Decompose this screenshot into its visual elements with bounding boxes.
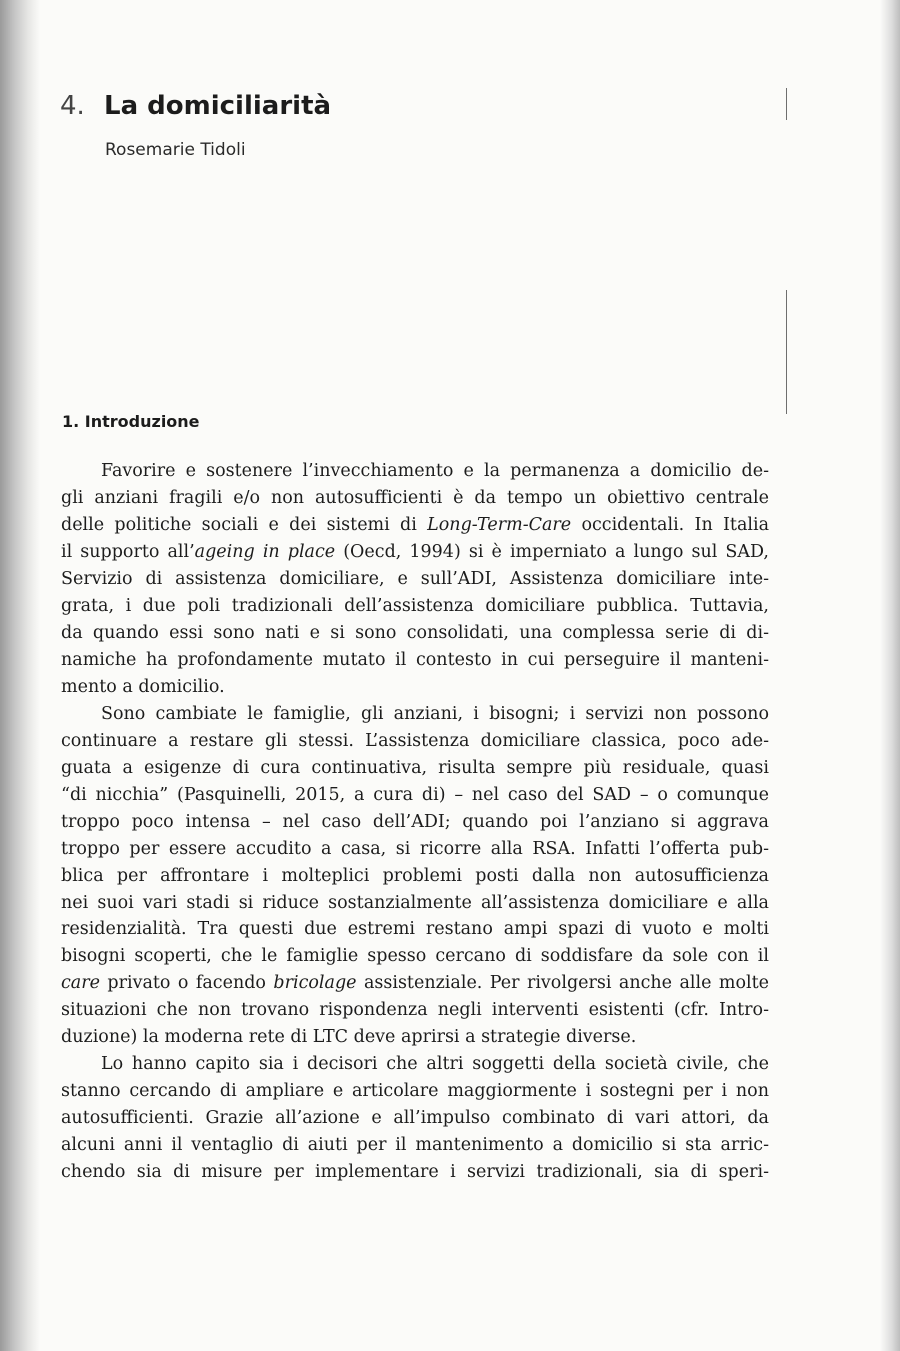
text-line bbox=[61, 1024, 769, 1051]
text-line bbox=[61, 512, 769, 539]
text-run: situazioni che non trovano rispondenza negli interventi esistenti (cfr. Intro- bbox=[61, 1000, 769, 1021]
text-run: troppo per essere accudito a casa, si ricorre alla RSA. Infatti l’offerta pub- bbox=[61, 838, 769, 859]
italic-term: ageing in place bbox=[194, 541, 336, 562]
text-line bbox=[61, 916, 769, 943]
section-heading: 1. Introduzione bbox=[62, 412, 200, 431]
text-line bbox=[61, 997, 769, 1024]
text-run: “di nicchia” (Pasquinelli, 2015, a cura di) – nel caso del SAD – o comunque bbox=[61, 784, 769, 805]
chapter-title: La domiciliarità bbox=[104, 91, 332, 121]
text-line bbox=[61, 1132, 769, 1159]
text-line bbox=[61, 755, 769, 782]
text-line bbox=[61, 593, 769, 620]
text-run: il supporto all’ bbox=[61, 541, 195, 562]
text-line bbox=[61, 863, 769, 890]
text-line bbox=[61, 1078, 769, 1105]
text-line bbox=[61, 1159, 769, 1186]
text-run: guata a esigenze di cura continuativa, risulta sempre più residuale, quasi bbox=[61, 757, 769, 778]
text-line bbox=[61, 539, 769, 566]
text-run: Favorire e sostenere l’invecchiamento e la permanenza a domicilio de- bbox=[101, 461, 769, 481]
text-run: duzione) la moderna rete di LTC deve aprirsi a strategie diverse. bbox=[61, 1027, 637, 1048]
text-line bbox=[61, 458, 769, 485]
text-run: chendo sia di misure per implementare i servizi tradizionali, sia di speri- bbox=[61, 1162, 769, 1183]
text-run: Lo hanno capito sia i decisori che altri soggetti della società civile, che bbox=[101, 1054, 769, 1075]
text-run: namiche ha profondamente mutato il contesto in cui perseguire il manteni- bbox=[61, 649, 769, 670]
text-run: stanno cercando di ampliare e articolare maggiormente i sostegni per i non bbox=[61, 1081, 769, 1102]
margin-rule-lower bbox=[786, 290, 787, 414]
text-line bbox=[61, 943, 769, 970]
text-run: continuare a restare gli stessi. L’assistenza domiciliare classica, poco ade- bbox=[61, 730, 769, 751]
text-line bbox=[61, 728, 769, 755]
scan-spine-shadow bbox=[0, 0, 40, 1351]
text-run: troppo poco intensa – nel caso dell’ADI; quando poi l’anziano si aggrava bbox=[61, 811, 769, 832]
text-line bbox=[61, 485, 769, 512]
text-run: mento a domicilio. bbox=[61, 676, 225, 697]
text-line bbox=[61, 566, 769, 593]
text-run: alcuni anni il ventaglio di aiuti per il mantenimento a domicilio si sta arric- bbox=[61, 1135, 769, 1156]
text-line bbox=[61, 620, 769, 647]
text-run: gli anziani fragili e/o non autosufficienti è da tempo un obiettivo centrale bbox=[61, 487, 769, 508]
text-line bbox=[61, 1051, 769, 1078]
text-run: da quando essi sono nati e si sono consolidati, una complessa serie di di- bbox=[61, 622, 769, 643]
chapter-author: Rosemarie Tidoli bbox=[105, 140, 246, 160]
text-line bbox=[61, 836, 769, 863]
text-line bbox=[61, 809, 769, 836]
text-run: (Oecd, 1994) si è imperniato a lungo sul SAD, bbox=[335, 541, 769, 562]
text-run: residenzialità. Tra questi due estremi restano ampi spazi di vuoto e molti bbox=[61, 919, 769, 940]
chapter-heading bbox=[60, 88, 331, 124]
text-line bbox=[61, 701, 769, 728]
text-run: grata, i due poli tradizionali dell’assistenza domiciliare pubblica. Tuttavia, bbox=[61, 595, 769, 616]
text-run: bisogni scoperti, che le famiglie spesso cercano di soddisfare da sole con il bbox=[61, 946, 769, 967]
text-run: nei suoi vari stadi si riduce sostanzialmente all’assistenza domiciliare e alla bbox=[61, 892, 769, 913]
text-run: blica per affrontare i molteplici problemi posti dalla non autosufficienza bbox=[61, 865, 769, 886]
text-line bbox=[61, 970, 769, 997]
italic-term: care bbox=[61, 973, 100, 994]
text-line bbox=[61, 1105, 769, 1132]
text-run: Servizio di assistenza domiciliare, e sull’ADI, Assistenza domiciliare inte- bbox=[61, 568, 769, 589]
text-run: Sono cambiate le famiglie, gli anziani, i bisogni; i servizi non possono bbox=[101, 703, 769, 724]
body-text bbox=[61, 458, 769, 1186]
text-run: privato o facendo bbox=[99, 973, 274, 994]
text-run: autosufficienti. Grazie all’azione e all’impulso combinato di vari attori, da bbox=[61, 1108, 769, 1129]
margin-rule-upper bbox=[786, 88, 787, 120]
text-run: delle politiche sociali e dei sistemi di bbox=[61, 514, 428, 535]
text-run: occidentali. In Italia bbox=[571, 514, 770, 535]
text-line bbox=[61, 890, 769, 917]
text-run: assistenziale. Per rivolgersi anche alle molte bbox=[356, 973, 770, 994]
italic-term: Long-Term-Care bbox=[427, 514, 572, 535]
chapter-number: 4. bbox=[60, 91, 85, 121]
text-line bbox=[61, 674, 769, 701]
text-line bbox=[61, 782, 769, 809]
text-line bbox=[61, 647, 769, 674]
scan-page-edge bbox=[880, 0, 900, 1351]
italic-term: bricolage bbox=[273, 973, 357, 994]
